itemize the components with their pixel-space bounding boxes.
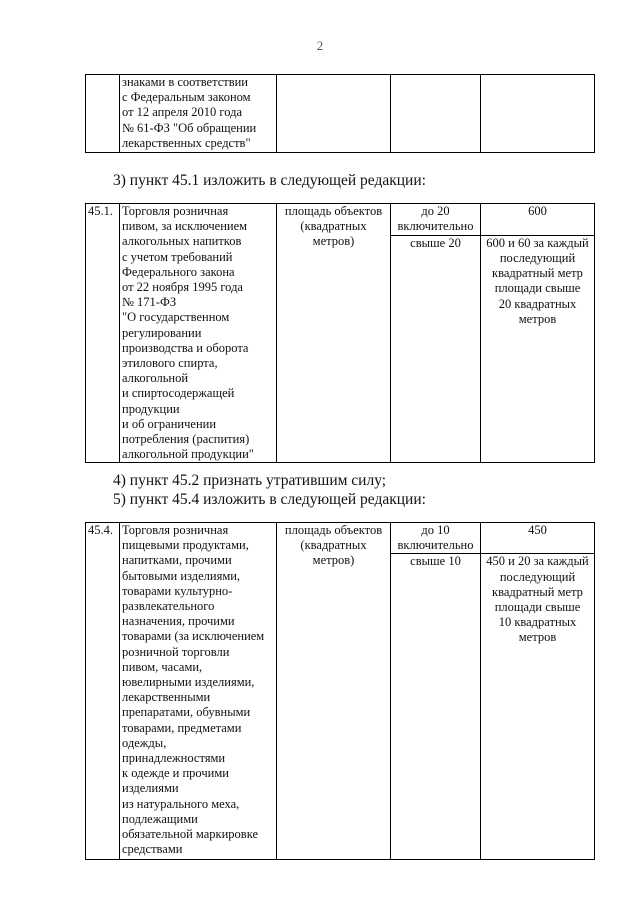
value-2-45-4: 450 и 20 за каждый последующий квадратный метр площади свыше 10 квадратных метров	[481, 554, 595, 860]
item-description-45-4: Торговля розничная пищевыми продуктами, напитками, прочими бытовыми изделиями, товарами культурно- развлекательного назначения, прочими товарами (за исключением розничной торговли пивом, часами, ювелирными изделиями, лекарственными препаратами, обувными товарами, предметами одежды, принадлежностями к одежде и прочими изделиями из натурального меха, подлежащими обязательной маркировке средствами	[120, 523, 277, 860]
table-45-1	[85, 203, 595, 463]
paragraph-5: 5) пункт 45.4 изложить в следующей редакции:	[113, 491, 426, 508]
cont-value-cell	[481, 75, 595, 153]
cont-indicator-cell	[277, 75, 391, 153]
cont-range-cell	[391, 75, 481, 153]
item-number-45-4: 45.4.	[86, 523, 120, 860]
value-2-45-1: 600 и 60 за каждый последующий квадратный метр площади свыше 20 квадратных метров	[481, 235, 595, 463]
value-1-45-4: 450	[481, 523, 595, 554]
item-indicator-45-1: площадь объектов (квадратных метров)	[277, 204, 391, 463]
range-1-45-4: до 10 включительно	[391, 523, 481, 554]
value-1-45-1: 600	[481, 204, 595, 236]
cont-number-cell	[86, 75, 120, 153]
paragraph-3: 3) пункт 45.1 изложить в следующей редакции:	[113, 172, 426, 189]
item-description-45-1: Торговля розничная пивом, за исключением алкогольных напитков с учетом требований Федерального закона от 22 ноября 1995 года № 171-ФЗ "О государственном регулировании производства и оборота этилового спирта, алкогольной и спиртосодержащей продукции и об ограничении потребления (распития) алкогольной продукции"	[120, 204, 277, 463]
item-number-45-1: 45.1.	[86, 204, 120, 463]
item-indicator-45-4: площадь объектов (квадратных метров)	[277, 523, 391, 860]
range-2-45-1: свыше 20	[391, 235, 481, 463]
continuation-table	[85, 74, 595, 153]
range-2-45-4: свыше 10	[391, 554, 481, 860]
page-number: 2	[316, 38, 324, 53]
cont-description-cell: знаками в соответствии с Федеральным законом от 12 апреля 2010 года № 61-ФЗ "Об обращении лекарственных средств"	[120, 75, 277, 153]
range-1-45-1: до 20 включительно	[391, 204, 481, 236]
table-45-4	[85, 522, 595, 860]
paragraph-4: 4) пункт 45.2 признать утратившим силу;	[113, 472, 387, 489]
